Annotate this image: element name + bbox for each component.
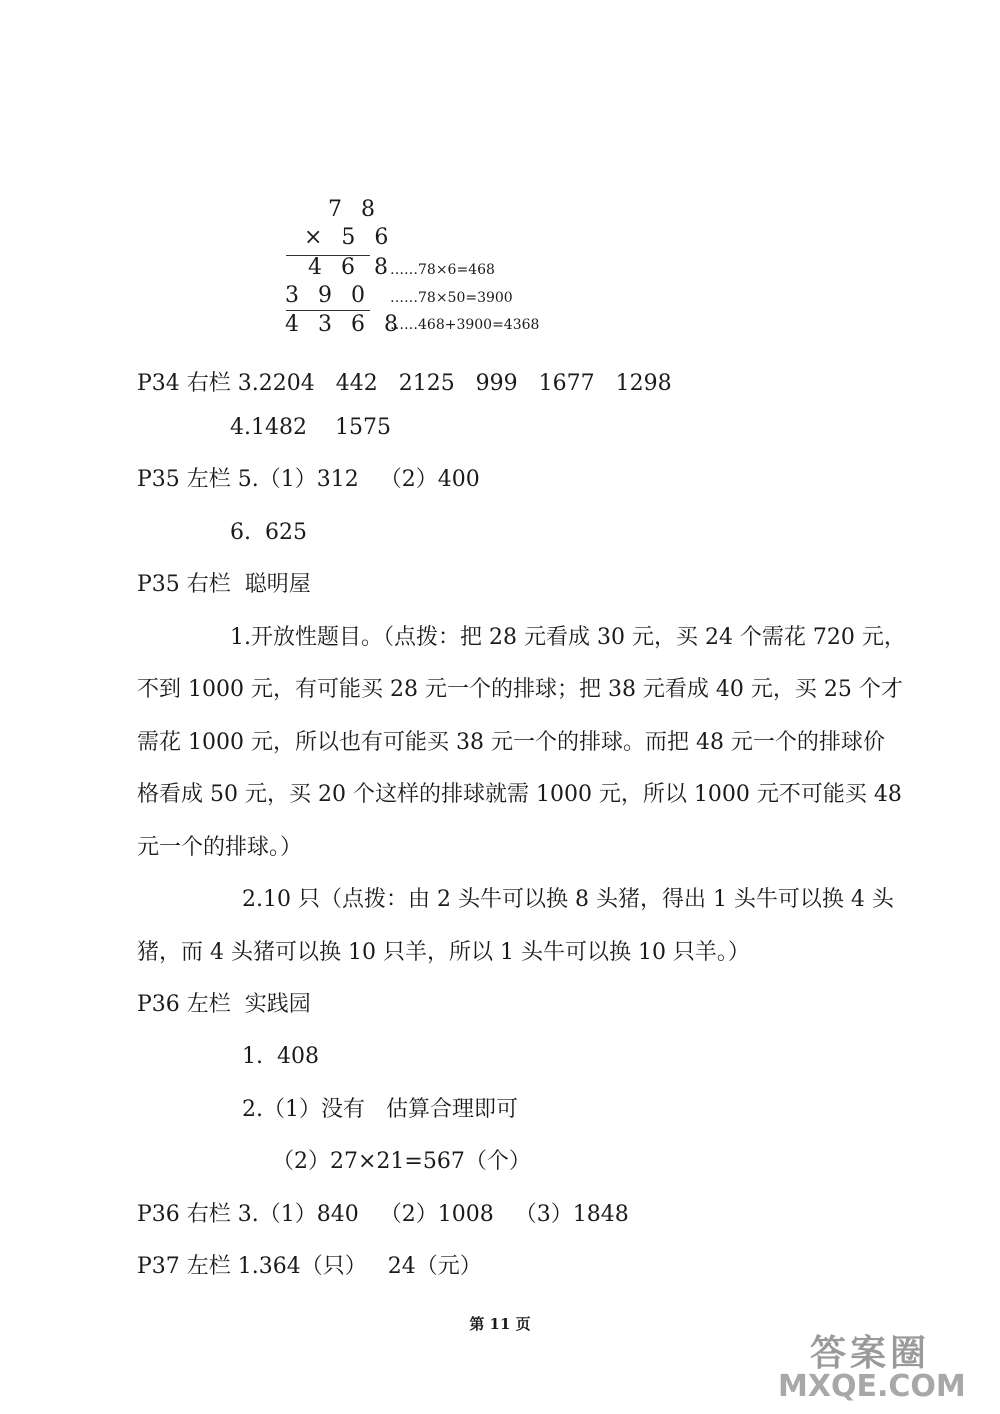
note-1: ……78×6=468 [390,262,495,278]
multiplier: × 5 6 [304,225,395,250]
answer-p36-left-2: 2.（1）没有 估算合理即可 [242,1097,518,1122]
final-product: 4 3 6 8 [285,312,404,337]
heading-p35-right: P35 右栏 聪明屋 [137,572,311,597]
vertical-multiplication [280,195,560,345]
answer-p34-right-3: P34 右栏 3.2204 442 2125 999 1677 1298 [137,371,672,396]
page-number: 第 11 页 [469,1315,531,1333]
answer-p36-left-2-2: （2）27×21=567（个） [272,1149,531,1174]
watermark-en: MXQE.COM [778,1369,966,1404]
paragraph-1-line-1: 1.开放性题目。（点拨：把 28 元看成 30 元，买 24 个需花 720 元， [230,625,906,650]
partial-product-2: 3 9 0 [285,283,371,308]
answer-p37-left-1: P37 左栏 1.364（只） 24（元） [137,1254,482,1279]
paragraph-1-line-3: 需花 1000 元，所以也有可能买 38 元一个的排球。而把 48 元一个的排球价 [137,730,885,755]
rule-2 [286,310,370,311]
paragraph-1-line-4: 格看成 50 元，买 20 个这样的排球就需 1000 元，所以 1000 元不可能买 48 [137,782,902,807]
watermark-logo [750,1325,980,1405]
answer-p34-right-4: 4.1482 1575 [230,415,391,440]
note-2: ……78×50=3900 [390,290,513,306]
paragraph-1-line-2: 不到 1000 元，有可能买 28 元一个的排球；把 38 元看成 40 元，买 25 个才 [137,677,903,702]
paragraph-1-line-5: 元一个的排球。） [137,835,303,860]
answer-p35-left-6: 6. 625 [230,520,307,545]
paragraph-2-line-1: 2.10 只（点拨：由 2 头牛可以换 8 头猪，得出 1 头牛可以换 4 头 [242,887,894,912]
note-3: ……468+3900=4368 [390,317,540,333]
paragraph-2-line-2: 猪，而 4 头猪可以换 10 只羊，所以 1 头牛可以换 10 只羊。） [137,940,750,965]
answer-p36-left-1: 1. 408 [242,1044,319,1069]
partial-product-1: 4 6 8 [308,255,394,280]
answer-p36-right-3: P36 右栏 3.（1）840 （2）1008 （3）1848 [137,1202,629,1227]
watermark-cn: 答案圈 [810,1332,931,1374]
answer-p35-left-5: P35 左栏 5.（1）312 （2）400 [137,467,480,492]
multiplicand: 7 8 [328,197,381,222]
heading-p36-left: P36 左栏 实践园 [137,992,311,1017]
